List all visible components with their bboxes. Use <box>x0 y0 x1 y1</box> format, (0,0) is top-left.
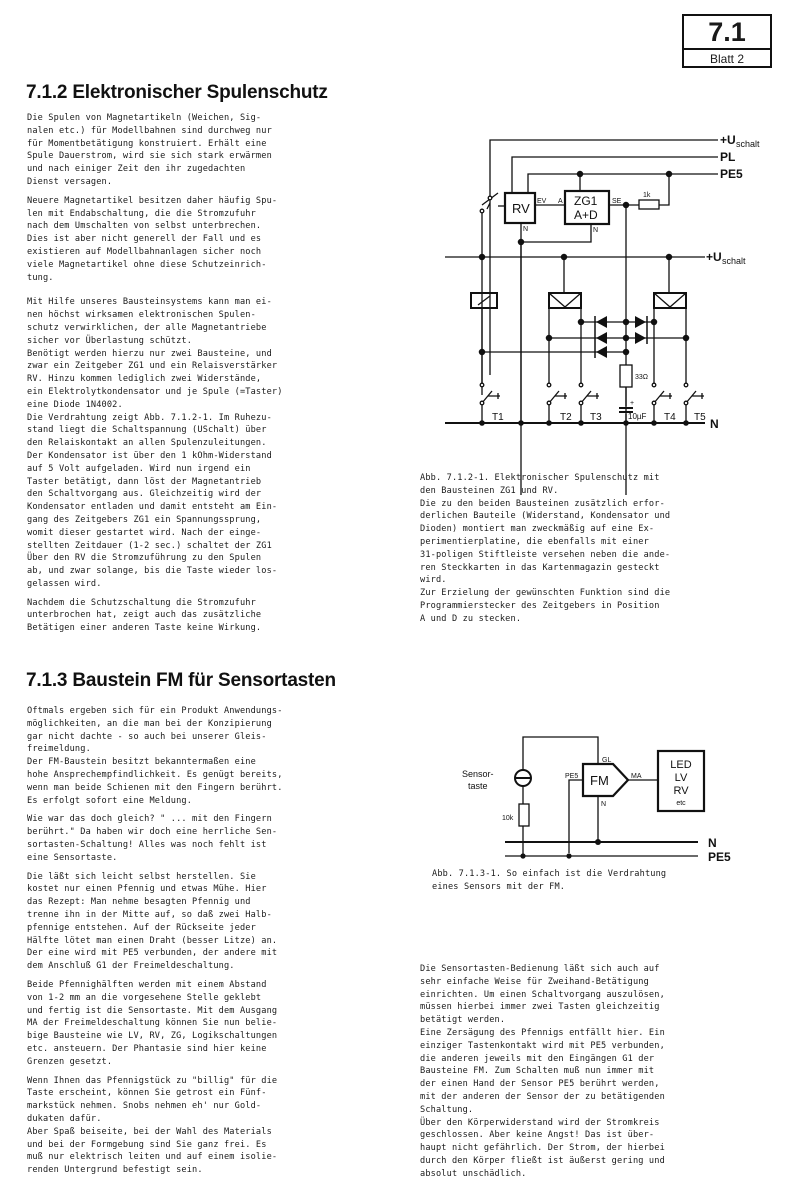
label-u-schalt-top: +U <box>720 133 736 147</box>
label-t2: T2 <box>560 412 572 423</box>
label-u-schalt-top-sub: schalt <box>736 139 760 149</box>
label-pl: PL <box>720 150 736 164</box>
resistor-33 <box>620 365 632 387</box>
paragraph: Wie war das doch gleich? " ... mit den Fingern berührt." Da haben wir doch eine herrliche Sen- sortasten-Schaltung! Alles was noch fehlt ist eine Sensortaste. <box>27 814 278 863</box>
label-sensor: Sensor- <box>462 769 494 779</box>
paragraph: Die Spulen von Magnetartikeln (Weichen, Sig- nalen etc.) für Modellbahnen sind durchweg nur für Momentbetätigung konstruiert. Erhält eine Spule Dauerstrom, wird sie sich stark erwärmen und nach einiger Zeit den ihr zugedachten Dienst versagen. <box>27 113 272 187</box>
label-a: A <box>558 198 563 205</box>
label-r1: 1k <box>643 192 651 199</box>
page-number-box <box>682 14 772 68</box>
wire-pl <box>512 157 718 193</box>
circuit-diagram-coil-protection <box>440 125 796 450</box>
magnet-coil-1 <box>549 293 581 308</box>
label-cap: 10µF <box>628 412 647 421</box>
sheet-label: Blatt 2 <box>709 52 745 66</box>
label-rv: RV <box>673 785 689 797</box>
label-resistor: 10k <box>502 815 514 822</box>
figure-713-text-block <box>420 963 792 1181</box>
label-pe5-in: PE5 <box>565 773 579 780</box>
label-u-schalt-mid-sub: schalt <box>722 256 746 266</box>
label-zg-n: N <box>593 227 599 234</box>
label-cap-plus: + <box>630 400 635 407</box>
section-712-title: 7.1.2 Elektronischer Spulenschutz <box>26 82 328 103</box>
label-t1: T1 <box>492 412 504 423</box>
figure-caption: Abb. 7.1.3-1. So einfach ist die Verdrahtung eines Sensors mit der FM. <box>432 869 667 892</box>
label-n: N <box>708 836 717 850</box>
chapter-number: 7.1 <box>684 16 770 50</box>
figure-caption: Abb. 7.1.2-1. Elektronischer Spulenschutz mit den Bausteinen ZG1 und RV. <box>420 473 660 496</box>
label-fm-n: N <box>601 801 607 808</box>
label-pe5: PE5 <box>720 167 743 181</box>
label-n: N <box>710 417 719 431</box>
label-r2: 33Ω <box>635 374 649 381</box>
label-t5: T5 <box>694 412 706 423</box>
label-fm: FM <box>590 773 609 788</box>
wire-pe5 <box>528 174 718 193</box>
label-rv-n: N <box>523 226 529 233</box>
paragraph: Oftmals ergeben sich für ein Produkt Anwendungs- möglichkeiten, an die man bei der Konzipierung gar nicht dachte - so auch bei unserer Gleis- freimeldung. Der FM-Baustein besitzt bekanntermaßen eine hohe Ansprechempfindlichkeit. Es genügt bereits, wenn man beide Schienen mit den Fingern berührt. Es erfolgt sofort eine Meldung. <box>27 706 283 806</box>
paragraph: Mit Hilfe unseres Bausteinsystems kann man ei- nen höchst wirksamen elektronischen Spulen- schutz verwirklichen, der alle Magnetantriebe sicher vor Überlastung schützt. Benötigt werden hierzu nur zwei Bausteine, und zwar ein Zeitgeber ZG1 und ein Relaisverstärker RV. Hinzu kommen lediglich zwei Widerstände, ein Elektrolytkondensator und je Spule (=Taster) eine Diode 1N4002. Die Verdrahtung zeigt Abb. 7.1.2-1. Im Ruhezu- stand liegt die Schaltspannung (USchalt) über den Relaiskontakt an allen Spulenzuleitungen. Der Kondensator ist über den 1 kOhm-Widerstand auf 5 Volt aufgeladen. Wird nun irgend ein Taster betätigt, dann löst der Magnetantrieb den Schaltvorgang aus. Gleichzeitig wird der Kondensator entladen und damit entsteht am Ein- gang des Zeitgebers ZG1 ein Spannungssprung, womit dieser gestartet wird. Nach der einge- stellten Zeitdauer (1-2 sec.) schaltet der ZG1 Über den RV die Stromzuführung zu den Spulen ab, und zwar solange, bis die Taste wieder los- gelassen wird. <box>27 297 283 589</box>
label-ev: EV <box>537 198 547 205</box>
circuit-diagram-sensor <box>440 700 796 864</box>
label-u-schalt-mid: +U <box>706 250 722 264</box>
figure-712-caption-block <box>420 472 790 626</box>
paragraph: Wenn Ihnen das Pfennigstück zu "billig" für die Taste erscheint, können Sie getrost ein Fünf- markstück nehmen. Snobs nehmen eh' nur Gold- dukaten dafür. Aber Spaß beiseite, bei der Wahl des Materials und bei der Formgebung sind Sie ganz frei. Es muß nur elektrisch leiten und auf einem isolie- renden Untergrund befestigt sein. <box>27 1075 278 1176</box>
label-led: LED <box>670 759 692 771</box>
label-gl: GL <box>602 757 612 764</box>
paragraph: Die läßt sich leicht selbst herstellen. Sie kostet nur einen Pfennig und etwas Mühe. Hier das Rezept: Man nehme besagten Pfennig und trenne ihn in der Mitte auf, so daß zwei Halb- pfennige entstehen. Auf der Rückseite jeder Hälfte lötet man einen Draht (besser Litze) an. Der eine wird mit PE5 verbunden, der andere mit dem Anschluß G1 der Freimeldeschaltung. <box>27 871 278 972</box>
label-zg1: ZG1 <box>574 194 598 208</box>
label-sensor-2: taste <box>468 781 488 791</box>
label-t4: T4 <box>664 412 676 423</box>
section-713-title: 7.1.3 Baustein FM für Sensortasten <box>26 670 336 691</box>
paragraph: Beide Pfennighälften werden mit einem Abstand von 1-2 mm an die vorgesehene Stelle geklebt und fertig ist die Sensortaste. Mit dem Ausgang MA der Freimeldeschaltung können Sie nun belie- bige Bausteine wie LV, RV, ZG, Logikschaltungen etc. ansteuern. Der Phantasie sind hier keine Grenzen gesetzt. <box>27 979 278 1067</box>
label-pe5: PE5 <box>708 850 731 864</box>
figure-text: Die zu den beiden Bausteinen zusätzlich erfor- derlichen Bauteile (Widerstand, Kondensator und Dioden) montiert man zweckmäßig auf eine Ex- perimentierplatine, die ebenfalls mit einer 31-poligen Stiftleiste versehen neben die ande- ren Steckkarten in das Kartenmagazin gesteckt wird. Zur Erzielung der gewünschten Funktion sind die Programmierstecker des Zeitgebers in Position A und D zu stecken. <box>420 498 671 624</box>
paragraph: Nachdem die Schutzschaltung die Stromzufuhr unterbrochen hat, zeigt auch das zusätzliche Betätigen einer anderen Taste keine Wirkung. <box>27 597 262 634</box>
label-t3: T3 <box>590 412 602 423</box>
paragraph: Neuere Magnetartikel besitzen daher häufig Spu- len mit Endabschaltung, die die Stromzufuhr nach dem Umschalten von selbst unterbrechen. Dies ist aber nicht generell der Fall und es existieren auf Modellbahnanlagen sicher noch viele Magnetartikel ohne diese Schutzeinrich- tung. <box>27 195 278 283</box>
resistor-1k <box>639 200 659 209</box>
label-etc: etc <box>676 800 686 807</box>
resistor-10k <box>519 804 529 826</box>
figure-713-caption-block <box>432 868 792 894</box>
section-713-body <box>27 705 407 1183</box>
label-lv: LV <box>674 772 688 784</box>
magnet-coil-2 <box>654 293 686 308</box>
label-ma: MA <box>631 773 642 780</box>
figure-text: Die Sensortasten-Bedienung läßt sich auch auf sehr einfache Weise für Zweihand-Betätigung einrichten. Um einen Schaltvorgang auszulösen, müssen hierbei immer zwei Tasten gleichzeitig betätigt werden. Eine Zersägung des Pfennigs entfällt hier. Ein einziger Tastenkontakt wird mit PE5 verbunden, die anderen jeweils mit den Eingängen G1 der Bausteine FM. Zum Schalten muß nun immer mit der einen Hand der Sensor PE5 berührt werden, mit der anderen der Sensor der zu betätigenden Schaltung. Über den Körperwiderstand wird der Stromkreis geschlossen. Aber keine Angst! Das ist über- haupt nicht gefährlich. Der Strom, der hierbei durch den Körper fließt ist äußerst gering und absolut unschädlich. <box>420 964 665 1179</box>
label-rv: RV <box>512 201 530 216</box>
label-se: SE <box>612 198 622 205</box>
label-zg1-mode: A+D <box>574 208 598 222</box>
section-712-body <box>27 112 407 641</box>
